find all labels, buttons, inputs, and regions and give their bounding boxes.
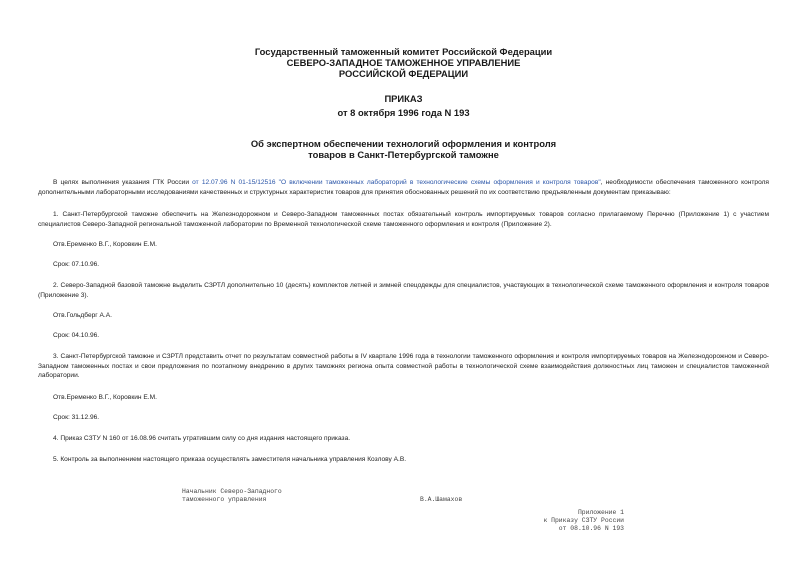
- org-name-line2: СЕВЕРО-ЗАПАДНОЕ ТАМОЖЕННОЕ УПРАВЛЕНИЕ: [286, 57, 521, 68]
- org-name-line1: Государственный таможенный комитет Российской Федерации: [254, 46, 553, 57]
- intro-text-after: , необходимости обеспечения таможенного контроля дополнительными лабораторными исследованиями качественных и структурных характеристик товаров для принятия обоснованных решений по их соответствию предъявленным документам приказываю:: [38, 179, 770, 196]
- doc-type: ПРИКАЗ: [384, 93, 423, 104]
- appendix-line2: к Приказу СЗТУ России: [543, 517, 624, 525]
- doc-title-line2: товаров в Санкт-Петербургской таможне: [308, 149, 499, 160]
- item-2: 2. Северо-Западной базовой таможне выделить СЗРТЛ дополнительно 10 (десять) комплектов летней и зимней спецодежды для специалистов, участвующих в технологической схеме таможенного оформления и контроля товаров (Приложение 3).: [38, 282, 769, 299]
- deadline-2: Срок: 04.10.96.: [53, 332, 100, 339]
- intro-text-before: В целях выполнения указания ГТК России: [53, 179, 193, 186]
- deadline-3: Срок: 31.12.96.: [53, 414, 100, 421]
- doc-title: [0, 138, 807, 160]
- responsible-1: Отв.Еременко В.Г., Коровкин Е.М.: [53, 241, 157, 248]
- signature-position: [182, 488, 282, 504]
- signature-position-line2: таможенного управления: [182, 496, 267, 504]
- doc-date: от 8 октября 1996 года N 193: [337, 107, 470, 118]
- responsible-2: Отв.Гольдберг А.А.: [53, 312, 112, 319]
- appendix-reference: [500, 509, 624, 534]
- item-3: 3. Санкт-Петербургской таможне и СЗРТЛ представить отчет по результатам совместной работы в IV квартале 1996 года в технологии таможенного оформления и контроля импортируемых товаров на Железнодорожном и Северо-Западном таможенных постах и свои предложения по поэтапному внедрению в других таможнях региона опыта совместной работы в технологической схеме взаимодействия должностных лиц таможен и специалистов таможенной лаборатории.: [38, 353, 769, 380]
- org-name-line3: РОССИЙСКОЙ ФЕДЕРАЦИИ: [338, 68, 469, 79]
- gtk-order-link[interactable]: от 12.07.96 N 01-15/12516 "О включении таможенных лабораторий в технологические схемы оформления и контроля товаров": [192, 179, 601, 186]
- item-5: 5. Контроль за выполнением настоящего приказа осуществлять заместителя начальника управления Козлову А.В.: [53, 456, 407, 463]
- doc-title-line1: Об экспертном обеспечении технологий оформления и контроля: [250, 138, 557, 149]
- document-header: [0, 46, 807, 79]
- item-4: 4. Приказ СЗТУ N 160 от 16.08.96 считать утратившим силу со дня издания настоящего приказа.: [53, 435, 351, 442]
- deadline-1: Срок: 07.10.96.: [53, 261, 100, 268]
- appendix-line1: Приложение 1: [577, 509, 624, 516]
- intro-paragraph: [38, 178, 769, 197]
- item-1: 1. Санкт-Петербургской таможне обеспечить на Железнодорожном и Северо-Западном таможенных постах обязательный контроль импортируемых товаров согласно прилагаемому Перечню (Приложение 1) с участием специалистов Северо-Западной региональной таможенной лаборатории по Временной технологической схеме таможенного оформления и контроля (Приложение 2).: [38, 211, 769, 228]
- responsible-3: Отв.Еременко В.Г., Коровкин Е.М.: [53, 394, 157, 401]
- signature-name: В.А.Шамахов: [420, 496, 463, 503]
- appendix-line3: от 08.10.96 N 193: [558, 525, 624, 533]
- signature-position-line1: Начальник Северо-Западного: [182, 488, 282, 495]
